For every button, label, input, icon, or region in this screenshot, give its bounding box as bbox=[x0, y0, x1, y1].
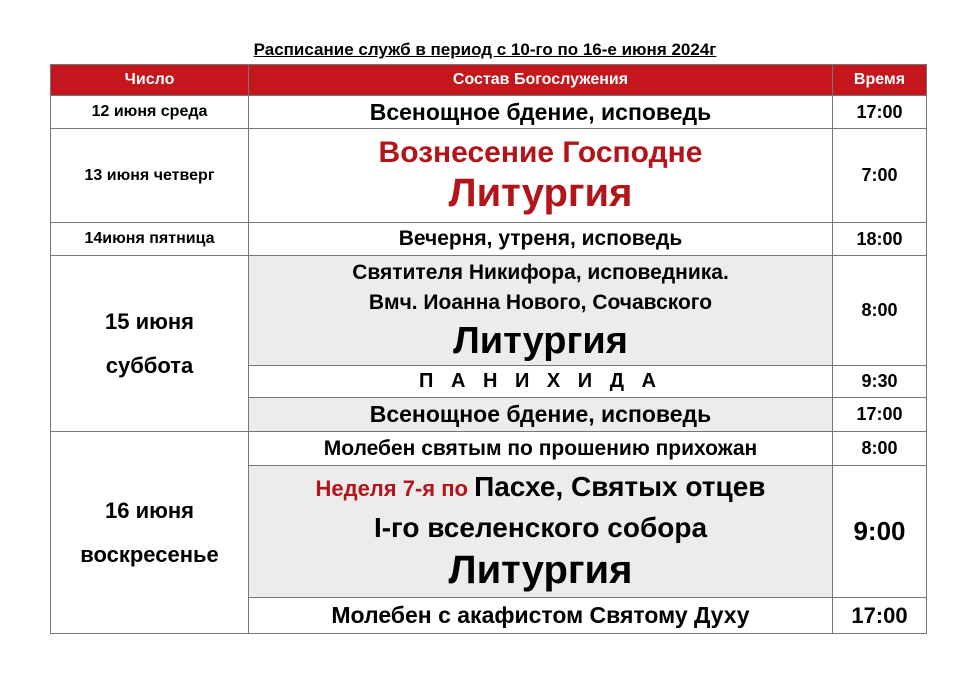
service-line-part: Неделя 7-я по bbox=[315, 476, 475, 501]
date-day: 16 июня bbox=[104, 497, 195, 523]
date-cell bbox=[51, 256, 249, 432]
date-cell: 13 июня четверг bbox=[51, 129, 249, 223]
service-cell bbox=[249, 466, 833, 598]
table-row bbox=[51, 432, 927, 466]
time-cell: 17:00 bbox=[833, 96, 927, 129]
liturgy-label: Литургия bbox=[448, 548, 633, 592]
date-cell: 14июня пятница bbox=[51, 223, 249, 256]
date-day: 15 июня bbox=[104, 308, 195, 334]
time-cell: 17:00 bbox=[833, 398, 927, 432]
time-cell: 8:00 bbox=[833, 432, 927, 466]
date-weekday: суббота bbox=[105, 352, 194, 378]
table-row bbox=[51, 96, 927, 129]
service-line: I-го вселенского собора bbox=[373, 512, 708, 543]
feast-name: Вознесение Господне bbox=[378, 135, 703, 169]
date-cell: 12 июня среда bbox=[51, 96, 249, 129]
service-cell: Вечерня, утреня, исповедь bbox=[249, 223, 833, 256]
time-cell: 8:00 bbox=[833, 256, 927, 366]
service-line-part: Пасхе, Святых отцев bbox=[474, 471, 766, 502]
liturgy-label: Литургия bbox=[448, 170, 633, 215]
table-row bbox=[51, 256, 927, 366]
schedule-table bbox=[50, 64, 927, 634]
page-title: Расписание служб в период с 10-го по 16-е июня 2024г bbox=[253, 40, 717, 59]
service-line: Вмч. Иоанна Нового, Сочавского bbox=[368, 290, 713, 314]
time-cell: 18:00 bbox=[833, 223, 927, 256]
service-cell: Молебен с акафистом Святому Духу bbox=[249, 598, 833, 634]
header-date: Число bbox=[51, 65, 249, 96]
service-line: Святителя Никифора, исповедника. bbox=[352, 260, 729, 284]
service-line bbox=[249, 469, 832, 510]
time-cell: 9:30 bbox=[833, 366, 927, 398]
service-cell bbox=[249, 256, 833, 366]
time-cell: 7:00 bbox=[833, 129, 927, 223]
header-row bbox=[51, 65, 927, 96]
service-cell: Всенощное бдение, исповедь bbox=[249, 398, 833, 432]
table-row bbox=[51, 223, 927, 256]
header-service: Состав Богослужения bbox=[249, 65, 833, 96]
date-weekday: воскресенье bbox=[80, 541, 219, 567]
header-time: Время bbox=[833, 65, 927, 96]
date-cell bbox=[51, 432, 249, 634]
table-row bbox=[51, 129, 927, 223]
liturgy-label: Литургия bbox=[453, 319, 628, 362]
time-cell: 17:00 bbox=[833, 598, 927, 634]
service-cell: Всенощное бдение, исповедь bbox=[249, 96, 833, 129]
service-cell: П А Н И Х И Д А bbox=[249, 366, 833, 398]
time-cell: 9:00 bbox=[833, 466, 927, 598]
service-cell bbox=[249, 129, 833, 223]
service-cell: Молебен святым по прошению прихожан bbox=[249, 432, 833, 466]
